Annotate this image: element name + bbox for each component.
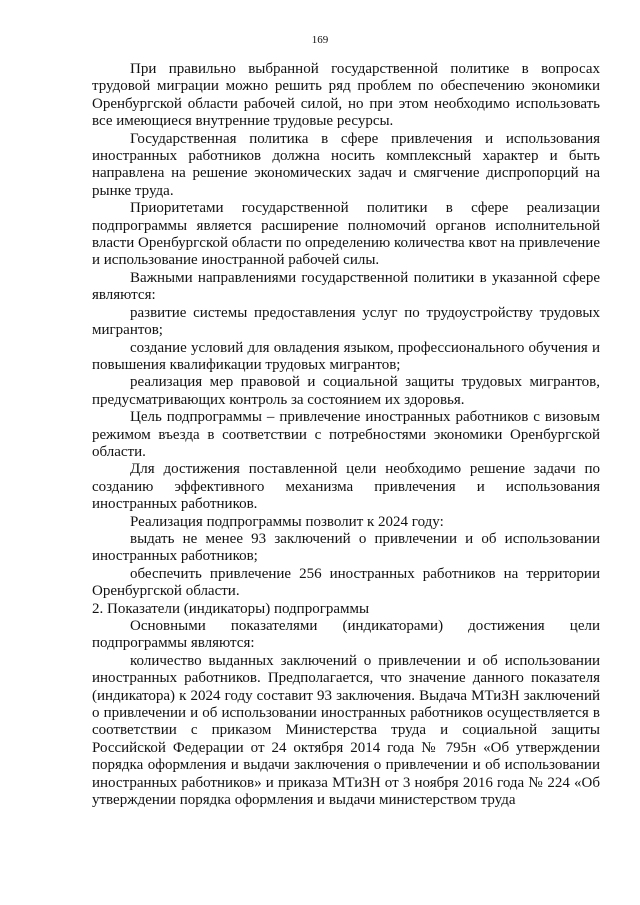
document-body	[92, 61, 600, 809]
list-item: создание условий для овладения языком, профессионального обучения и повышения квалификации трудовых мигрантов;	[92, 339, 600, 373]
list-item: выдать не менее 93 заключений о привлечении и об использовании иностранных работников;	[92, 530, 600, 565]
paragraph: Реализация подпрограммы позволит к 2024 году:	[130, 513, 444, 530]
paragraph: Для достижения поставленной цели необходимо решение задачи по созданию эффективного механизма привлечения и использования иностранных работников.	[92, 461, 600, 513]
list-item: развитие системы предоставления услуг по трудоустройству трудовых мигрантов;	[92, 304, 600, 339]
paragraph: Важными направлениями государственной политики в указанной сфере являются:	[92, 269, 600, 304]
paragraph: Государственная политика в сфере привлечения и использования иностранных работников должна носить комплексный характер и быть направлена на решение экономических задач и смягчение диспропорций на рынке труда.	[92, 130, 600, 199]
paragraph: Цель подпрограммы – привлечение иностранных работников с визовым режимом въезда в соответствии с потребностями экономики Оренбургской области.	[92, 409, 600, 460]
list-item: реализация мер правовой и социальной защиты трудовых мигрантов, предусматривающих контроль за состоянием их здоровья.	[92, 374, 600, 408]
paragraph: Приоритетами государственной политики в сфере реализации подпрограммы является расширение полномочий органов исполнительной власти Оренбургской области по определению количества квот на привлечение и использование иностранной рабочей силы.	[92, 200, 600, 269]
list-item: обеспечить привлечение 256 иностранных работников на территории Оренбургской области.	[92, 565, 600, 600]
paragraph: При правильно выбранной государственной политике в вопросах трудовой миграции можно решить ряд проблем по обеспечению экономики Оренбургской области рабочей силой, но при этом необходимо использовать все имеющиеся внутренние трудовые ресурсы.	[92, 61, 600, 130]
section-heading: 2. Показатели (индикаторы) подпрограммы	[92, 600, 370, 617]
page-number: 169	[311, 34, 329, 46]
paragraph: Основными показателями (индикаторами) достижения цели подпрограммы являются:	[92, 618, 600, 652]
paragraph: количество выданных заключений о привлечении и об использовании иностранных работников. Предполагается, что значение данного показателя (индикатора) к 2024 году составит 93 заключения. Выдача МТиЗН заключений о привлечении и об использовании иностранных работников осуществляется в соответствии с приказом Министерства труда и социальной защиты Российской Федерации от 24 октября 2014 года № 795н «Об утверждении порядка оформления и выдачи заключения о привлечении и об использовании иностранных работников» и приказа МТиЗН от 3 ноября 2016 года № 224 «Об утверждении порядка оформления и выдачи министерством труда	[92, 652, 600, 809]
